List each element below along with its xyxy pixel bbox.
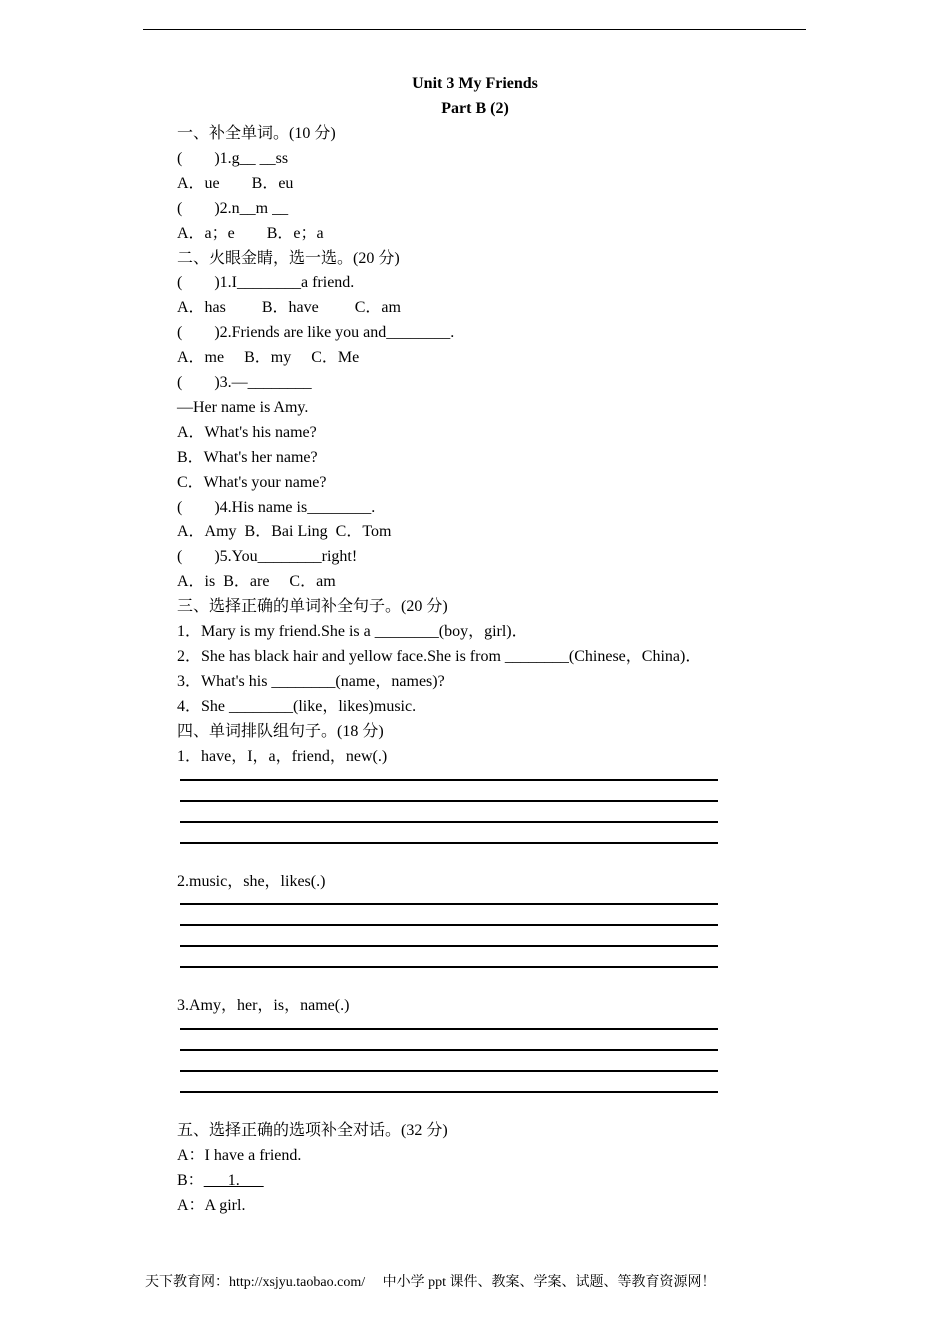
worksheet-line: A．is B．are C．am xyxy=(177,573,336,590)
dialogue-line-a1: A：I have a friend. xyxy=(177,1147,302,1164)
writing-line xyxy=(180,821,718,823)
writing-line xyxy=(180,1070,718,1072)
worksheet-line: 1．have，I，a，friend，new(.) xyxy=(177,748,388,765)
question-2-words: 2.music，she，likes(.) xyxy=(177,873,326,890)
writing-line xyxy=(180,966,718,968)
worksheet-line: ( )2.n__m __ xyxy=(177,200,289,217)
footer-text: 天下教育网：http://xsjyu.taobao.com/ 中小学 ppt 课件、教案、学案、试题、等教育资源网！ xyxy=(145,1275,716,1290)
writing-line xyxy=(180,779,718,781)
worksheet-line: ( )2.Friends are like you and________. xyxy=(177,324,455,341)
writing-line xyxy=(180,1091,718,1093)
worksheet-line: 1．Mary is my friend.She is a ________(boy，girl)． xyxy=(177,623,528,640)
worksheet-line: 三、选择正确的单词补全句子。(20 分) xyxy=(177,598,448,615)
worksheet-line: A．ue B．eu xyxy=(177,175,294,192)
writing-line xyxy=(180,1049,718,1051)
worksheet-line: —Her name is Amy. xyxy=(177,399,309,416)
worksheet-line: A．a；e B．e；a xyxy=(177,225,324,242)
writing-line xyxy=(180,1028,718,1030)
worksheet-line: 四、单词排队组句子。(18 分) xyxy=(177,723,384,740)
worksheet-line: C．What's your name? xyxy=(177,474,327,491)
section-5-heading: 五、选择正确的选项补全对话。(32 分) xyxy=(177,1122,448,1139)
writing-line xyxy=(180,945,718,947)
page-title: Unit 3 My Friends xyxy=(412,75,538,92)
worksheet-line: ( )5.You________right! xyxy=(177,548,358,565)
question-3-words: 3.Amy，her，is，name(.) xyxy=(177,997,350,1014)
worksheet-line: A．me B．my C．Me xyxy=(177,349,360,366)
worksheet-line: 2．She has black hair and yellow face.She is from ________(Chinese，China)． xyxy=(177,648,702,665)
dialogue-line-a2: A：A girl. xyxy=(177,1197,246,1214)
worksheet-line: ( )1.I________a friend. xyxy=(177,274,355,291)
header-rule xyxy=(143,29,806,30)
dialogue-line-b1 xyxy=(177,1171,264,1191)
worksheet-line: A．What's his name? xyxy=(177,424,317,441)
speaker-b-label: B： xyxy=(177,1172,204,1189)
writing-line xyxy=(180,924,718,926)
writing-line xyxy=(180,842,718,844)
worksheet-line: ( )3.—________ xyxy=(177,374,312,391)
writing-line xyxy=(180,800,718,802)
worksheet-line: 4．She ________(like，likes)music. xyxy=(177,698,417,715)
worksheet-line: ( )4.His name is________. xyxy=(177,499,376,516)
worksheet-line: B．What's her name? xyxy=(177,449,318,466)
answer-blank-1: 1. xyxy=(203,1172,264,1189)
worksheet-line: A．Amy B．Bai Ling C．Tom xyxy=(177,523,392,540)
worksheet-line: 3．What's his ________(name，names)? xyxy=(177,673,445,690)
worksheet-line: 二、火眼金睛，选一选。(20 分) xyxy=(177,250,400,267)
worksheet-line: A．has B．have C．am xyxy=(177,299,401,316)
worksheet-line: 一、补全单词。(10 分) xyxy=(177,125,336,142)
worksheet-line: ( )1.g__ __ss xyxy=(177,150,289,167)
writing-line xyxy=(180,903,718,905)
page-subtitle: Part B (2) xyxy=(441,100,509,117)
